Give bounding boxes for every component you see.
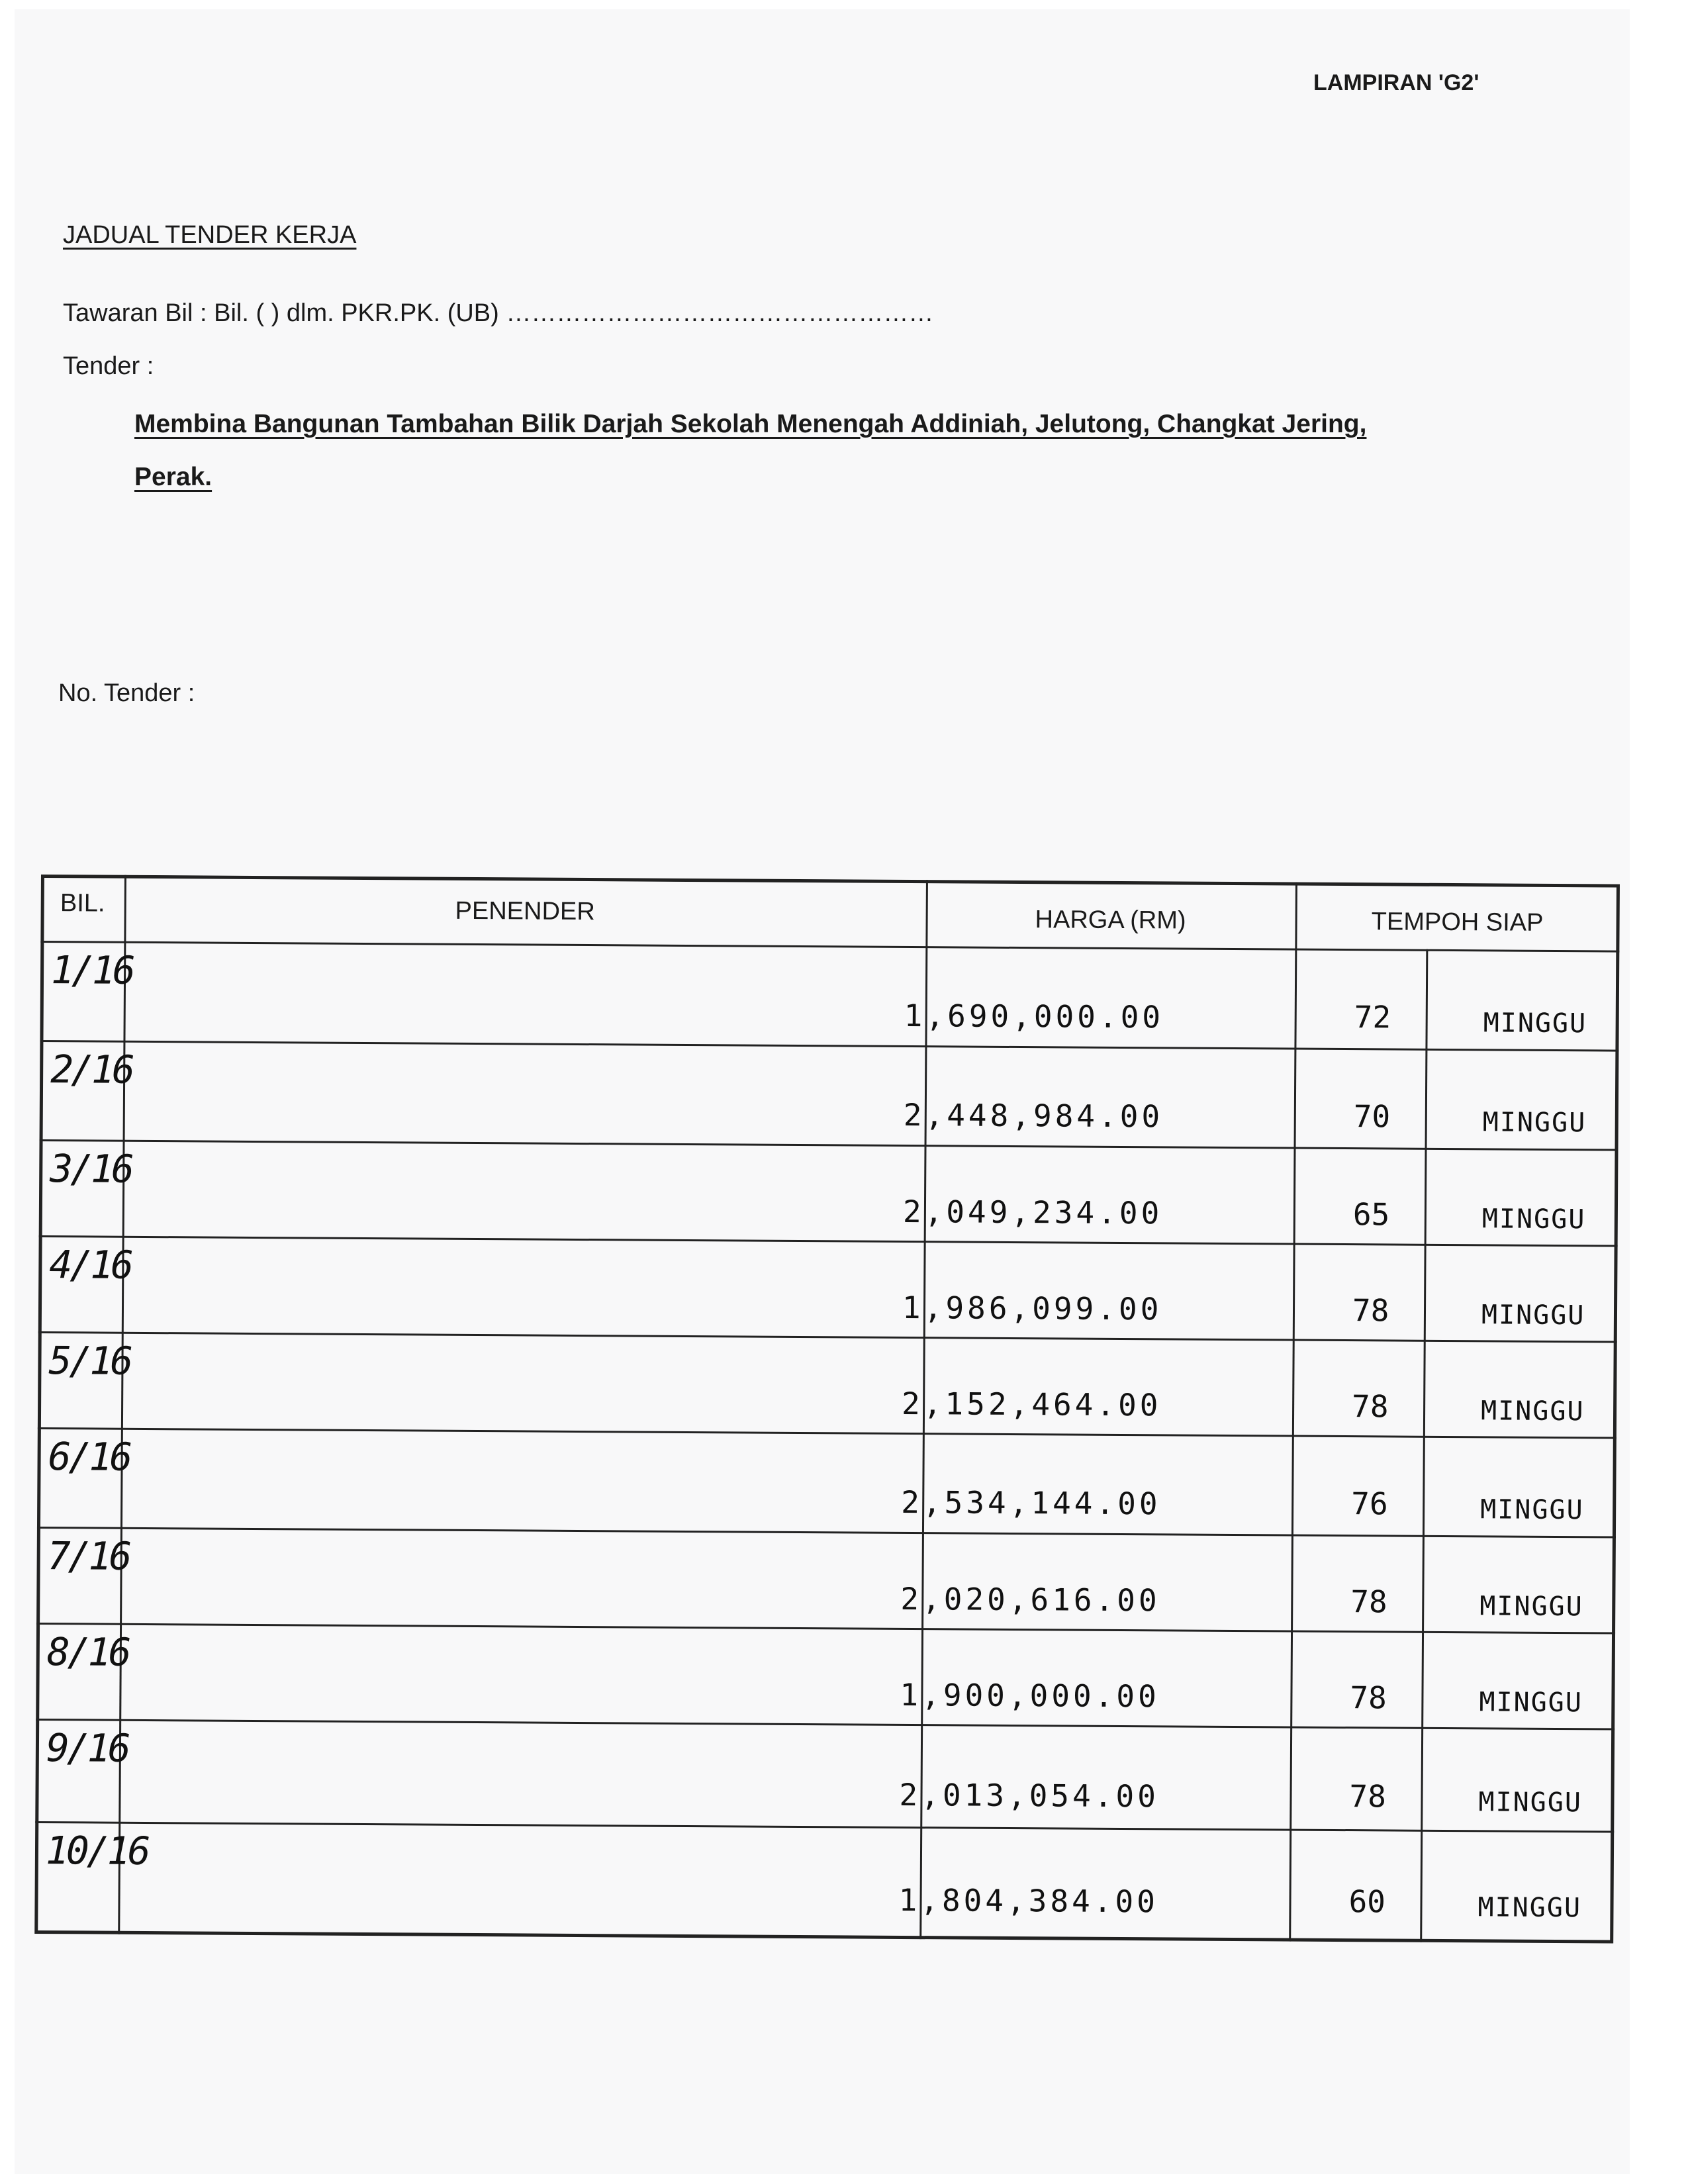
row-harga: 1,900,000.00: [900, 1676, 1160, 1715]
table-row: [37, 1427, 1617, 1537]
row-bil: 6/16: [48, 1434, 130, 1480]
row-bil: 10/16: [45, 1828, 148, 1874]
row-weeks: 76: [1351, 1486, 1388, 1522]
header-tempoh: TEMPOH SIAP: [1371, 908, 1544, 937]
table-row: [35, 1719, 1615, 1831]
project-title-line-2: Perak.: [134, 463, 212, 491]
row-harga: 2,534,144.00: [901, 1484, 1161, 1522]
row-bil: 3/16: [50, 1146, 132, 1192]
table-row: [38, 1331, 1617, 1437]
tender-number-label: No. Tender :: [58, 679, 195, 707]
row-harga: 2,152,464.00: [901, 1385, 1162, 1423]
row-unit: MINGGU: [1479, 1591, 1583, 1623]
row-harga: 2,020,616.00: [900, 1580, 1160, 1619]
row-harga: 1,690,000.00: [904, 997, 1164, 1035]
row-weeks: 78: [1351, 1388, 1389, 1425]
row-bil: 8/16: [46, 1629, 129, 1675]
tender-table: [34, 875, 1620, 1944]
table-row: [40, 941, 1619, 1050]
header-harga: HARGA (RM): [1035, 906, 1186, 935]
header-penender: PENENDER: [455, 896, 595, 926]
document-title: JADUAL TENDER KERJA: [63, 221, 357, 249]
row-bil: 5/16: [48, 1338, 131, 1384]
table-row: [34, 1821, 1614, 1940]
table-row: [36, 1527, 1616, 1633]
row-unit: MINGGU: [1480, 1396, 1585, 1427]
row-weeks: 70: [1353, 1098, 1391, 1135]
header-bil: BIL.: [60, 889, 105, 918]
row-bil: 9/16: [46, 1725, 128, 1771]
row-harga: 1,986,099.00: [902, 1289, 1162, 1327]
row-weeks: 78: [1352, 1292, 1389, 1329]
offer-reference: Tawaran Bil : Bil. ( ) dlm. PKR.PK. (UB) ……………………………………………: [63, 299, 934, 327]
row-bil: 1/16: [50, 947, 134, 993]
row-bil: 2/16: [50, 1047, 133, 1092]
row-harga: 2,049,234.00: [902, 1193, 1163, 1231]
project-title-line-1: Membina Bangunan Tambahan Bilik Darjah Sekolah Menengah Addiniah, Jelutong, Changkat Jering,: [134, 410, 1367, 438]
row-weeks: 78: [1350, 1584, 1387, 1620]
row-unit: MINGGU: [1482, 1107, 1587, 1139]
row-unit: MINGGU: [1479, 1687, 1583, 1719]
row-bil: 4/16: [49, 1242, 132, 1288]
table-row: [39, 1139, 1618, 1245]
row-weeks: 72: [1354, 999, 1391, 1035]
row-harga: 2,013,054.00: [899, 1776, 1160, 1815]
row-weeks: 78: [1350, 1680, 1387, 1716]
row-unit: MINGGU: [1483, 1008, 1587, 1039]
table-row: [40, 1040, 1619, 1149]
row-weeks: 78: [1349, 1778, 1387, 1815]
row-weeks: 65: [1352, 1196, 1390, 1233]
table-row: [36, 1623, 1615, 1729]
tender-label: Tender :: [63, 352, 154, 380]
row-unit: MINGGU: [1481, 1300, 1585, 1331]
row-unit: MINGGU: [1481, 1204, 1586, 1235]
row-weeks: 60: [1348, 1883, 1386, 1920]
appendix-label: LAMPIRAN 'G2': [1313, 70, 1479, 95]
row-harga: 2,448,984.00: [903, 1096, 1164, 1135]
table-row: [38, 1235, 1618, 1341]
row-harga: 1,804,384.00: [898, 1881, 1159, 1920]
row-bil: 7/16: [47, 1533, 130, 1579]
row-unit: MINGGU: [1477, 1892, 1582, 1924]
row-unit: MINGGU: [1478, 1787, 1583, 1819]
document-page: [15, 9, 1630, 2174]
row-unit: MINGGU: [1480, 1494, 1584, 1526]
